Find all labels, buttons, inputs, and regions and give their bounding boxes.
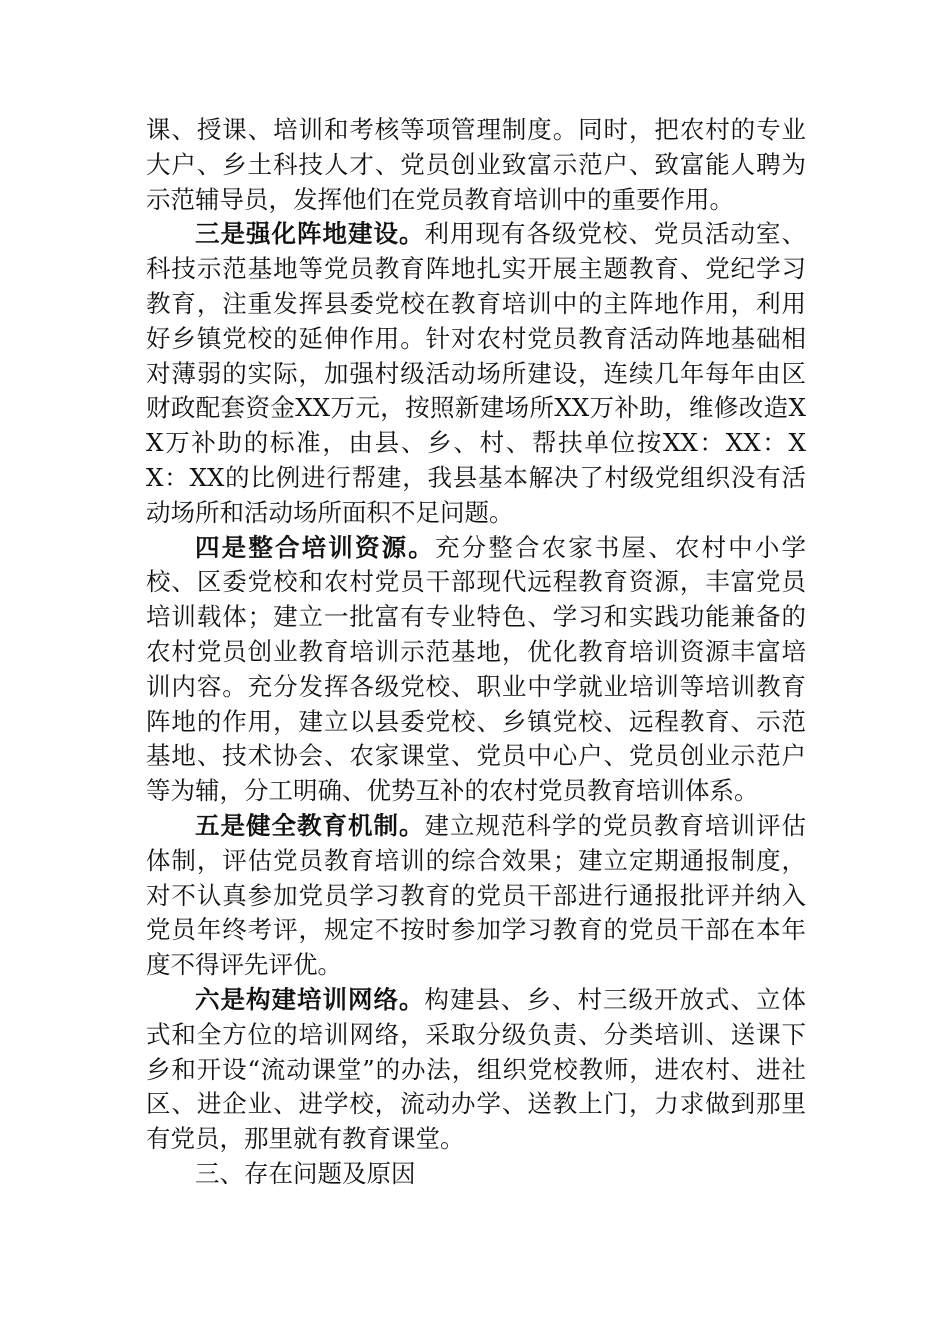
paragraph-text: 构建县、乡、村三级开放式、立体式和全方位的培训网络，采取分级负责、分类培训、送课下乡和开设“流动课堂”的办法，组织党校教师，进农村、进社区、进企业、进学校，流动办学、送教上门，力求做到那里有党员，那里就有教育课堂。 xyxy=(146,984,806,1154)
section-heading: 三、存在问题及原因 xyxy=(195,1158,416,1188)
paragraph-education-mechanism xyxy=(146,809,806,983)
paragraph-text: 利用现有各级党校、党员活动室、科技示范基地等党员教育阵地扎实开展主题教育、党纪学习教育，注重发挥县委党校在教育培训中的主阵地作用，利用好乡镇党校的延伸作用。针对农村党员教育活动阵地基础相对薄弱的实际，加强村级活动场所建设，连续几年每年由区财政配套资金XX万元，按照新建场所XX万补助，维修改造XX万补助的标准，由县、乡、村、帮扶单位按XX：XX：XX：XX的比例进行帮建，我县基本解决了村级党组织没有活动场所和活动场所面积不足问题。 xyxy=(146,219,806,527)
paragraph-lead: 三是强化阵地建设。 xyxy=(195,219,425,249)
paragraph-text: 充分整合农家书屋、农村中小学校、区委党校和农村党员干部现代远程教育资源，丰富党员培训载体；建立一批富有专业特色、学习和实践功能兼备的农村党员创业教育培训示范基地，优化教育培训资源丰富培训内容。充分发挥各级党校、职业中学就业培训等培训教育阵地的作用，建立以县委党校、乡镇党校、远程教育、示范基地、技术协会、农家课堂、党员中心户、党员创业示范户等为辅，分工明确、优势互补的农村党员教育培训体系。 xyxy=(146,532,807,806)
paragraph-training-resources xyxy=(146,531,806,809)
paragraph-continuation xyxy=(146,113,806,217)
paragraph-lead: 五是健全教育机制。 xyxy=(195,810,425,840)
paragraph-text: 建立规范科学的党员教育培训评估体制，评估党员教育培训的综合效果；建立定期通报制度，对不认真参加党员学习教育的党员干部进行通报批评并纳入党员年终考评，规定不按时参加学习教育的党员干部在本年度不得评先评优。 xyxy=(146,810,806,980)
paragraph-training-network xyxy=(146,983,806,1157)
paragraph-position-building xyxy=(146,217,806,530)
paragraph-lead: 四是整合培训资源。 xyxy=(195,532,435,562)
paragraph-lead: 六是构建培训网络。 xyxy=(195,984,425,1014)
document-page xyxy=(146,113,806,1192)
paragraph-text: 课、授课、培训和考核等项管理制度。同时，把农村的专业大户、乡土科技人才、党员创业致富示范户、致富能人聘为示范辅导员，发挥他们在党员教育培训中的重要作用。 xyxy=(146,115,806,214)
